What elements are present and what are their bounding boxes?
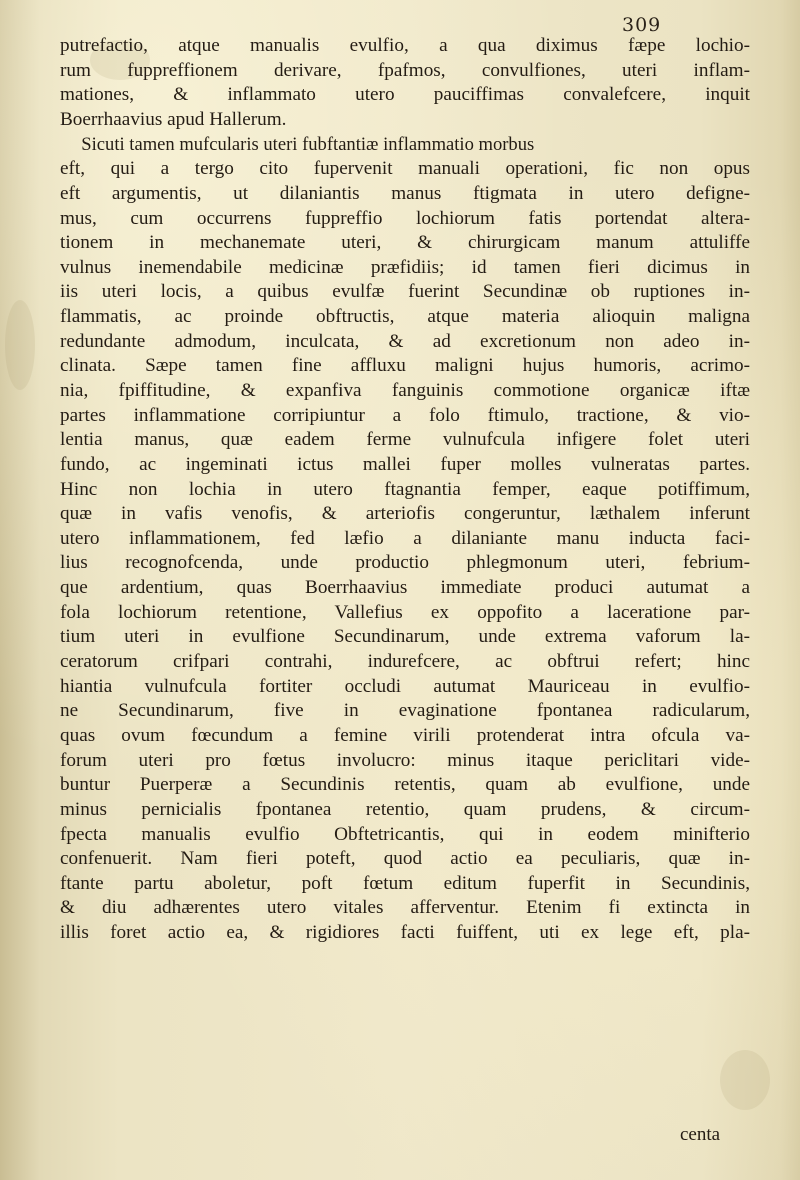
text-line: hiantia vulnufcula fortiter occludi autumat Mauriceau in evulfio- [60, 675, 750, 697]
text-line: flammatis, ac proinde obftructis, atque materia alioquin maligna [60, 306, 750, 328]
text-line: partes inflammatione corripiuntur a folo ftimulo, tractione, & vio- [60, 404, 750, 426]
text-line: rum fuppreffionem derivare, fpafmos, convulfiones, uteri inflam- [60, 59, 750, 81]
text-line: ceratorum crifpari contrahi, indurefcere, ac obftrui refert; hinc [60, 651, 750, 673]
text-line: tionem in mechanemate uteri, & chirurgicam manum attuliffe [60, 232, 750, 254]
text-line: iis uteri locis, a quibus evulfæ fuerint Secundinæ ob ruptiones in- [60, 281, 750, 303]
text-line: Hinc non lochia in utero ftagnantia femper, eaque potiffimum, [60, 478, 750, 500]
text-line: & diu adhærentes utero vitales afferventur. Etenim fi extincta in [60, 897, 750, 919]
text-line: eft, qui a tergo cito fupervenit manuali operationi, fic non opus [60, 158, 750, 180]
text-line: quas ovum fœcundum a femine virili protenderat intra ofcula va- [60, 724, 750, 746]
text-line: ftante partu aboletur, poft fœtum editum fuperfit in Secundinis, [60, 872, 750, 894]
text-line: lentia manus, quæ eadem ferme vulnufcula infigere folet uteri [60, 429, 750, 451]
text-line: putrefactio, atque manualis evulfio, a qua diximus fæpe lochio- [60, 35, 750, 56]
text-line: quæ in vafis venofis, & arteriofis congeruntur, læthalem inferunt [60, 503, 750, 525]
text-line: mus, cum occurrens fuppreffio lochiorum fatis portendat altera- [60, 207, 750, 229]
text-line: clinata. Sæpe tamen fine affluxu maligni hujus humoris, acrimo- [60, 355, 750, 377]
text-line: minus pernicialis fpontanea retentio, quam prudens, & circum- [60, 798, 750, 820]
text-line: buntur Puerperæ a Secundinis retentis, quam ab evulfione, unde [60, 774, 750, 796]
text-line: fpecta manualis evulfio Obftetricantis, qui in eodem minifterio [60, 823, 750, 845]
text-line: fundo, ac ingeminati ictus mallei fuper molles vulneratas partes. [60, 453, 750, 475]
text-line: utero inflammationem, fed læfio a dilaniante manu inducta faci- [60, 527, 750, 549]
text-line: forum uteri pro fœtus involucro: minus itaque periclitari vide- [60, 749, 750, 771]
text-line: ne Secundinarum, five in evaginatione fpontanea radicularum, [60, 700, 750, 722]
text-line: lius recognofcenda, unde productio phlegmonum uteri, febrium- [60, 552, 750, 574]
page-stain [5, 300, 35, 390]
text-line: redundante admodum, inculcata, & ad excretionum non adeo in- [60, 330, 750, 352]
text-line: confenuerit. Nam fieri poteft, quod actio ea peculiaris, quæ in- [60, 848, 750, 870]
body-text [60, 34, 750, 946]
text-line: illis foret actio ea, & rigidiores facti fuiffent, uti ex lege eft, pla- [60, 922, 750, 944]
text-line: nia, fpiffitudine, & expanfiva fanguinis commotione organicæ iftæ [60, 380, 750, 401]
text-line: Boerrhaavius apud Hallerum. [60, 108, 287, 130]
text-line: mationes, & inflammato utero pauciffimas convalefcere, inquit [60, 84, 750, 106]
page-stain [720, 1050, 770, 1110]
page-number: 309 [622, 14, 662, 36]
text-line: vulnus inemendabile medicinæ præfidiis; id tamen fieri dicimus in [60, 256, 750, 278]
text-line: tium uteri in evulfione Secundinarum, unde extrema vaforum la- [60, 626, 750, 648]
catchword: centa [680, 1124, 721, 1145]
text-line: Sicuti tamen mufcularis uteri fubftantiæ inflammatio morbus [81, 133, 535, 155]
text-line: fola lochiorum retentione, Vallefius ex oppofito a laceratione par- [60, 601, 750, 623]
text-line: eft argumentis, ut dilaniantis manus ftigmata in utero defigne- [60, 182, 750, 204]
text-line: que ardentium, quas Boerrhaavius immediate produci autumat a [60, 577, 750, 599]
